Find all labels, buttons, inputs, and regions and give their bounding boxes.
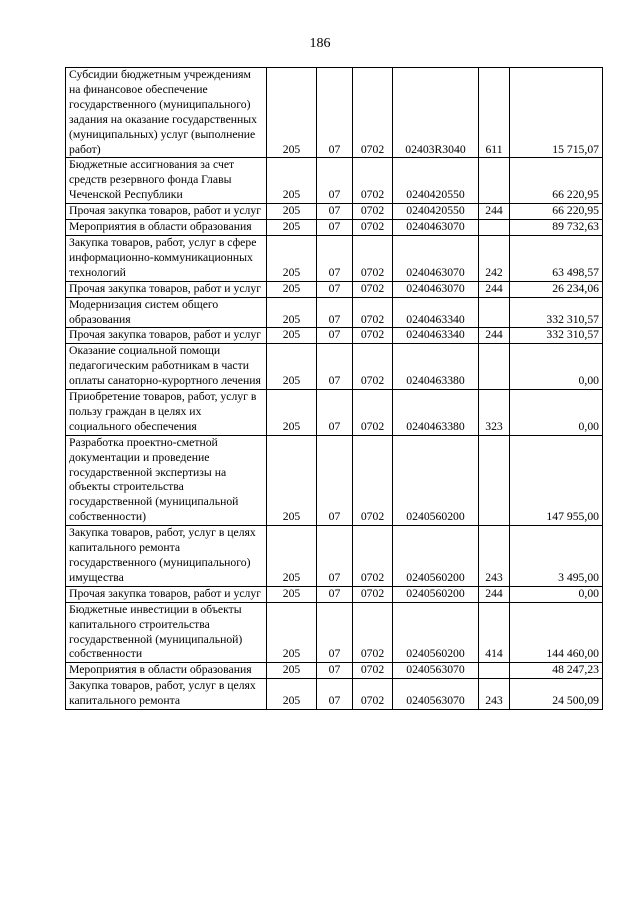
table-row	[66, 328, 603, 344]
row-type	[479, 435, 510, 525]
row-name: Прочая закупка товаров, работ и услуг	[66, 281, 267, 297]
row-section: 07	[317, 344, 353, 390]
row-ministry: 205	[267, 220, 317, 236]
row-ministry: 205	[267, 281, 317, 297]
table-row	[66, 204, 603, 220]
row-subsection: 0702	[353, 679, 393, 710]
row-amount: 26 234,06	[510, 281, 603, 297]
row-name: Модернизация систем общего образования	[66, 297, 267, 328]
row-ministry: 205	[267, 435, 317, 525]
row-name: Оказание социальной помощи педагогическим работникам в части оплаты санаторно-курортного лечения	[66, 344, 267, 390]
table-row	[66, 344, 603, 390]
row-section: 07	[317, 328, 353, 344]
row-name: Субсидии бюджетным учреждениям на финансовое обеспечение государственного (муниципального) задания на оказание государственных (муниципальных) услуг (выполнение работ)	[66, 68, 267, 158]
row-section: 07	[317, 281, 353, 297]
table-row	[66, 526, 603, 587]
row-name: Мероприятия в области образования	[66, 220, 267, 236]
row-amount: 48 247,23	[510, 663, 603, 679]
row-type: 244	[479, 204, 510, 220]
row-subsection: 0702	[353, 220, 393, 236]
row-name: Разработка проектно-сметной документации и проведение государственной экспертизы на объекты строительства государственной (муниципальной собственности)	[66, 435, 267, 525]
row-section: 07	[317, 68, 353, 158]
table-row	[66, 68, 603, 158]
row-subsection: 0702	[353, 602, 393, 663]
table-row	[66, 158, 603, 204]
row-amount: 3 495,00	[510, 526, 603, 587]
row-target: 0240560200	[393, 526, 479, 587]
row-type	[479, 663, 510, 679]
row-section: 07	[317, 679, 353, 710]
row-amount: 89 732,63	[510, 220, 603, 236]
row-name: Прочая закупка товаров, работ и услуг	[66, 204, 267, 220]
row-target: 0240463070	[393, 281, 479, 297]
row-section: 07	[317, 663, 353, 679]
row-ministry: 205	[267, 297, 317, 328]
row-subsection: 0702	[353, 297, 393, 328]
table-row	[66, 586, 603, 602]
table-row	[66, 220, 603, 236]
row-target: 0240463070	[393, 235, 479, 281]
row-subsection: 0702	[353, 235, 393, 281]
row-ministry: 205	[267, 344, 317, 390]
table-row	[66, 663, 603, 679]
row-name: Закупка товаров, работ, услуг в целях капитального ремонта государственного (муниципального) имущества	[66, 526, 267, 587]
row-subsection: 0702	[353, 586, 393, 602]
row-name: Приобретение товаров, работ, услуг в пользу граждан в целях их социального обеспечения	[66, 390, 267, 436]
row-type: 323	[479, 390, 510, 436]
row-target: 02403R3040	[393, 68, 479, 158]
row-target: 0240463380	[393, 344, 479, 390]
row-subsection: 0702	[353, 663, 393, 679]
row-target: 0240560200	[393, 586, 479, 602]
table-row	[66, 679, 603, 710]
row-ministry: 205	[267, 586, 317, 602]
row-subsection: 0702	[353, 204, 393, 220]
row-amount: 0,00	[510, 586, 603, 602]
row-amount: 144 460,00	[510, 602, 603, 663]
row-name: Прочая закупка товаров, работ и услуг	[66, 328, 267, 344]
row-type	[479, 344, 510, 390]
row-amount: 332 310,57	[510, 328, 603, 344]
row-name: Закупка товаров, работ, услуг в сфере информационно-коммуникационных технологий	[66, 235, 267, 281]
row-target: 0240560200	[393, 435, 479, 525]
row-target: 0240420550	[393, 158, 479, 204]
row-ministry: 205	[267, 390, 317, 436]
row-amount: 147 955,00	[510, 435, 603, 525]
row-ministry: 205	[267, 663, 317, 679]
row-ministry: 205	[267, 235, 317, 281]
row-section: 07	[317, 526, 353, 587]
table-row	[66, 235, 603, 281]
row-subsection: 0702	[353, 344, 393, 390]
row-section: 07	[317, 602, 353, 663]
row-section: 07	[317, 586, 353, 602]
row-subsection: 0702	[353, 435, 393, 525]
row-name: Мероприятия в области образования	[66, 663, 267, 679]
table-row	[66, 435, 603, 525]
row-target: 0240463340	[393, 328, 479, 344]
table-row	[66, 297, 603, 328]
row-name: Прочая закупка товаров, работ и услуг	[66, 586, 267, 602]
row-type: 243	[479, 526, 510, 587]
row-section: 07	[317, 220, 353, 236]
row-subsection: 0702	[353, 281, 393, 297]
row-section: 07	[317, 297, 353, 328]
row-type: 243	[479, 679, 510, 710]
table-row	[66, 281, 603, 297]
row-name: Бюджетные ассигнования за счет средств резервного фонда Главы Чеченской Республики	[66, 158, 267, 204]
row-type: 244	[479, 281, 510, 297]
row-target: 0240563070	[393, 679, 479, 710]
row-amount: 24 500,09	[510, 679, 603, 710]
row-amount: 15 715,07	[510, 68, 603, 158]
row-target: 0240560200	[393, 602, 479, 663]
row-subsection: 0702	[353, 390, 393, 436]
row-type	[479, 158, 510, 204]
row-ministry: 205	[267, 158, 317, 204]
row-type	[479, 220, 510, 236]
row-section: 07	[317, 435, 353, 525]
row-amount: 332 310,57	[510, 297, 603, 328]
page-number: 186	[309, 36, 331, 51]
row-amount: 0,00	[510, 344, 603, 390]
row-amount: 66 220,95	[510, 204, 603, 220]
row-type: 244	[479, 328, 510, 344]
row-section: 07	[317, 235, 353, 281]
row-target: 0240420550	[393, 204, 479, 220]
table-row	[66, 390, 603, 436]
budget-table	[65, 67, 603, 710]
row-subsection: 0702	[353, 158, 393, 204]
row-subsection: 0702	[353, 526, 393, 587]
row-ministry: 205	[267, 679, 317, 710]
row-subsection: 0702	[353, 328, 393, 344]
row-section: 07	[317, 390, 353, 436]
row-ministry: 205	[267, 204, 317, 220]
row-type	[479, 297, 510, 328]
table-row	[66, 602, 603, 663]
row-name: Закупка товаров, работ, услуг в целях капитального ремонта	[66, 679, 267, 710]
row-section: 07	[317, 158, 353, 204]
row-target: 0240463340	[393, 297, 479, 328]
row-type: 244	[479, 586, 510, 602]
row-amount: 66 220,95	[510, 158, 603, 204]
row-target: 0240463380	[393, 390, 479, 436]
row-amount: 63 498,57	[510, 235, 603, 281]
row-type: 611	[479, 68, 510, 158]
row-section: 07	[317, 204, 353, 220]
row-amount: 0,00	[510, 390, 603, 436]
row-target: 0240463070	[393, 220, 479, 236]
row-type: 242	[479, 235, 510, 281]
row-type: 414	[479, 602, 510, 663]
row-ministry: 205	[267, 602, 317, 663]
row-ministry: 205	[267, 328, 317, 344]
row-ministry: 205	[267, 68, 317, 158]
row-name: Бюджетные инвестиции в объекты капитального строительства государственной (муниципальной) собственности	[66, 602, 267, 663]
row-target: 0240563070	[393, 663, 479, 679]
row-subsection: 0702	[353, 68, 393, 158]
row-ministry: 205	[267, 526, 317, 587]
